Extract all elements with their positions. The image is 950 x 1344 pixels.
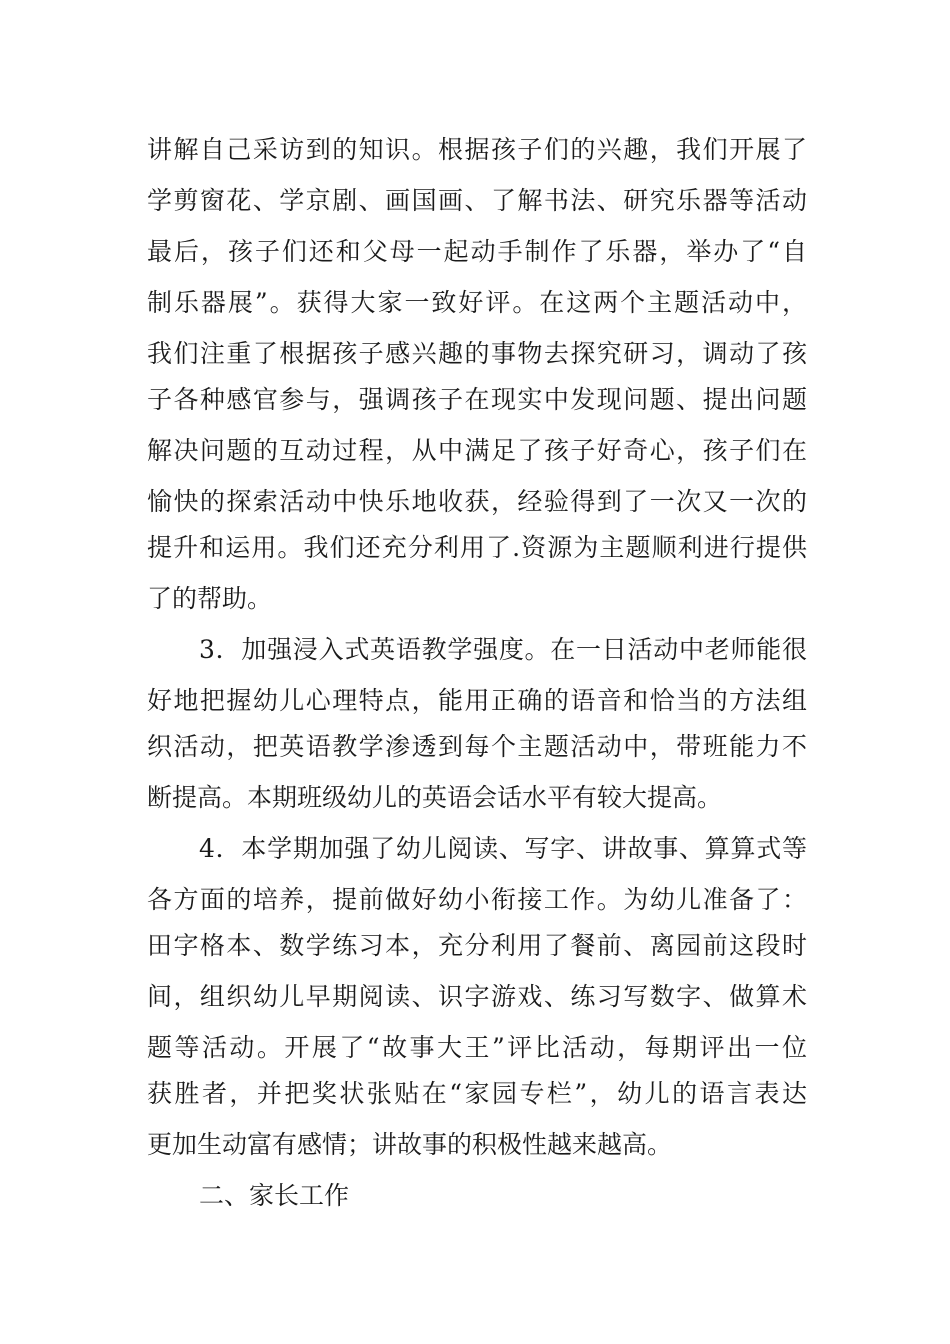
paragraph-line: 好地把握幼儿心理特点，能用正确的语音和恰当的方法组 (147, 686, 807, 715)
paragraph-line: 愉快的探索活动中快乐地收获，经验得到了一次又一次的 (147, 487, 807, 516)
paragraph-line: 田字格本、数学练习本，充分利用了餐前、离园前这段时 (147, 931, 807, 960)
paragraph-line: 我们注重了根据孩子感兴趣的事物去探究研习，调动了孩 (147, 339, 807, 368)
paragraph-line: 更加生动富有感情；讲故事的积极性越来越高。 (147, 1130, 673, 1159)
paragraph-line: 各方面的培养，提前做好幼小衔接工作。为幼儿准备了： (147, 885, 807, 914)
paragraph-line: 了的帮助。 (147, 584, 273, 613)
paragraph-line: 制乐器展”。获得大家一致好评。在这两个主题活动中， (147, 288, 807, 317)
paragraph-line: 织活动，把英语教学渗透到每个主题活动中，带班能力不 (147, 732, 807, 761)
paragraph-line: 解决问题的互动过程，从中满足了孩子好奇心，孩子们在 (147, 436, 807, 465)
paragraph-line: 3．加强浸入式英语教学强度。在一日活动中老师能很 (199, 635, 807, 664)
paragraph-line: 最后，孩子们还和父母一起动手制作了乐器，举办了“自 (147, 237, 807, 266)
section-heading: 二、家长工作 (199, 1181, 350, 1210)
paragraph-line: 4．本学期加强了幼儿阅读、写字、讲故事、算算式等 (199, 834, 807, 863)
paragraph-line: 题等活动。开展了“故事大王”评比活动，每期评出一位 (147, 1033, 807, 1062)
paragraph-line: 讲解自己采访到的知识。根据孩子们的兴趣，我们开展了 (147, 135, 807, 164)
paragraph-line: 间，组织幼儿早期阅读、识字游戏、练习写数字、做算术 (147, 982, 807, 1011)
paragraph-line: 提升和运用。我们还充分利用了.资源为主题顺利进行提供 (147, 533, 807, 562)
paragraph-line: 获胜者，并把奖状张贴在“家园专栏”，幼儿的语言表达 (147, 1079, 807, 1108)
paragraph-line: 子各种感官参与，强调孩子在现实中发现问题、提出问题 (147, 385, 807, 414)
paragraph-line: 学剪窗花、学京剧、画国画、了解书法、研究乐器等活动 (147, 186, 807, 215)
paragraph-line: 断提高。本期班级幼儿的英语会话水平有较大提高。 (147, 783, 723, 812)
